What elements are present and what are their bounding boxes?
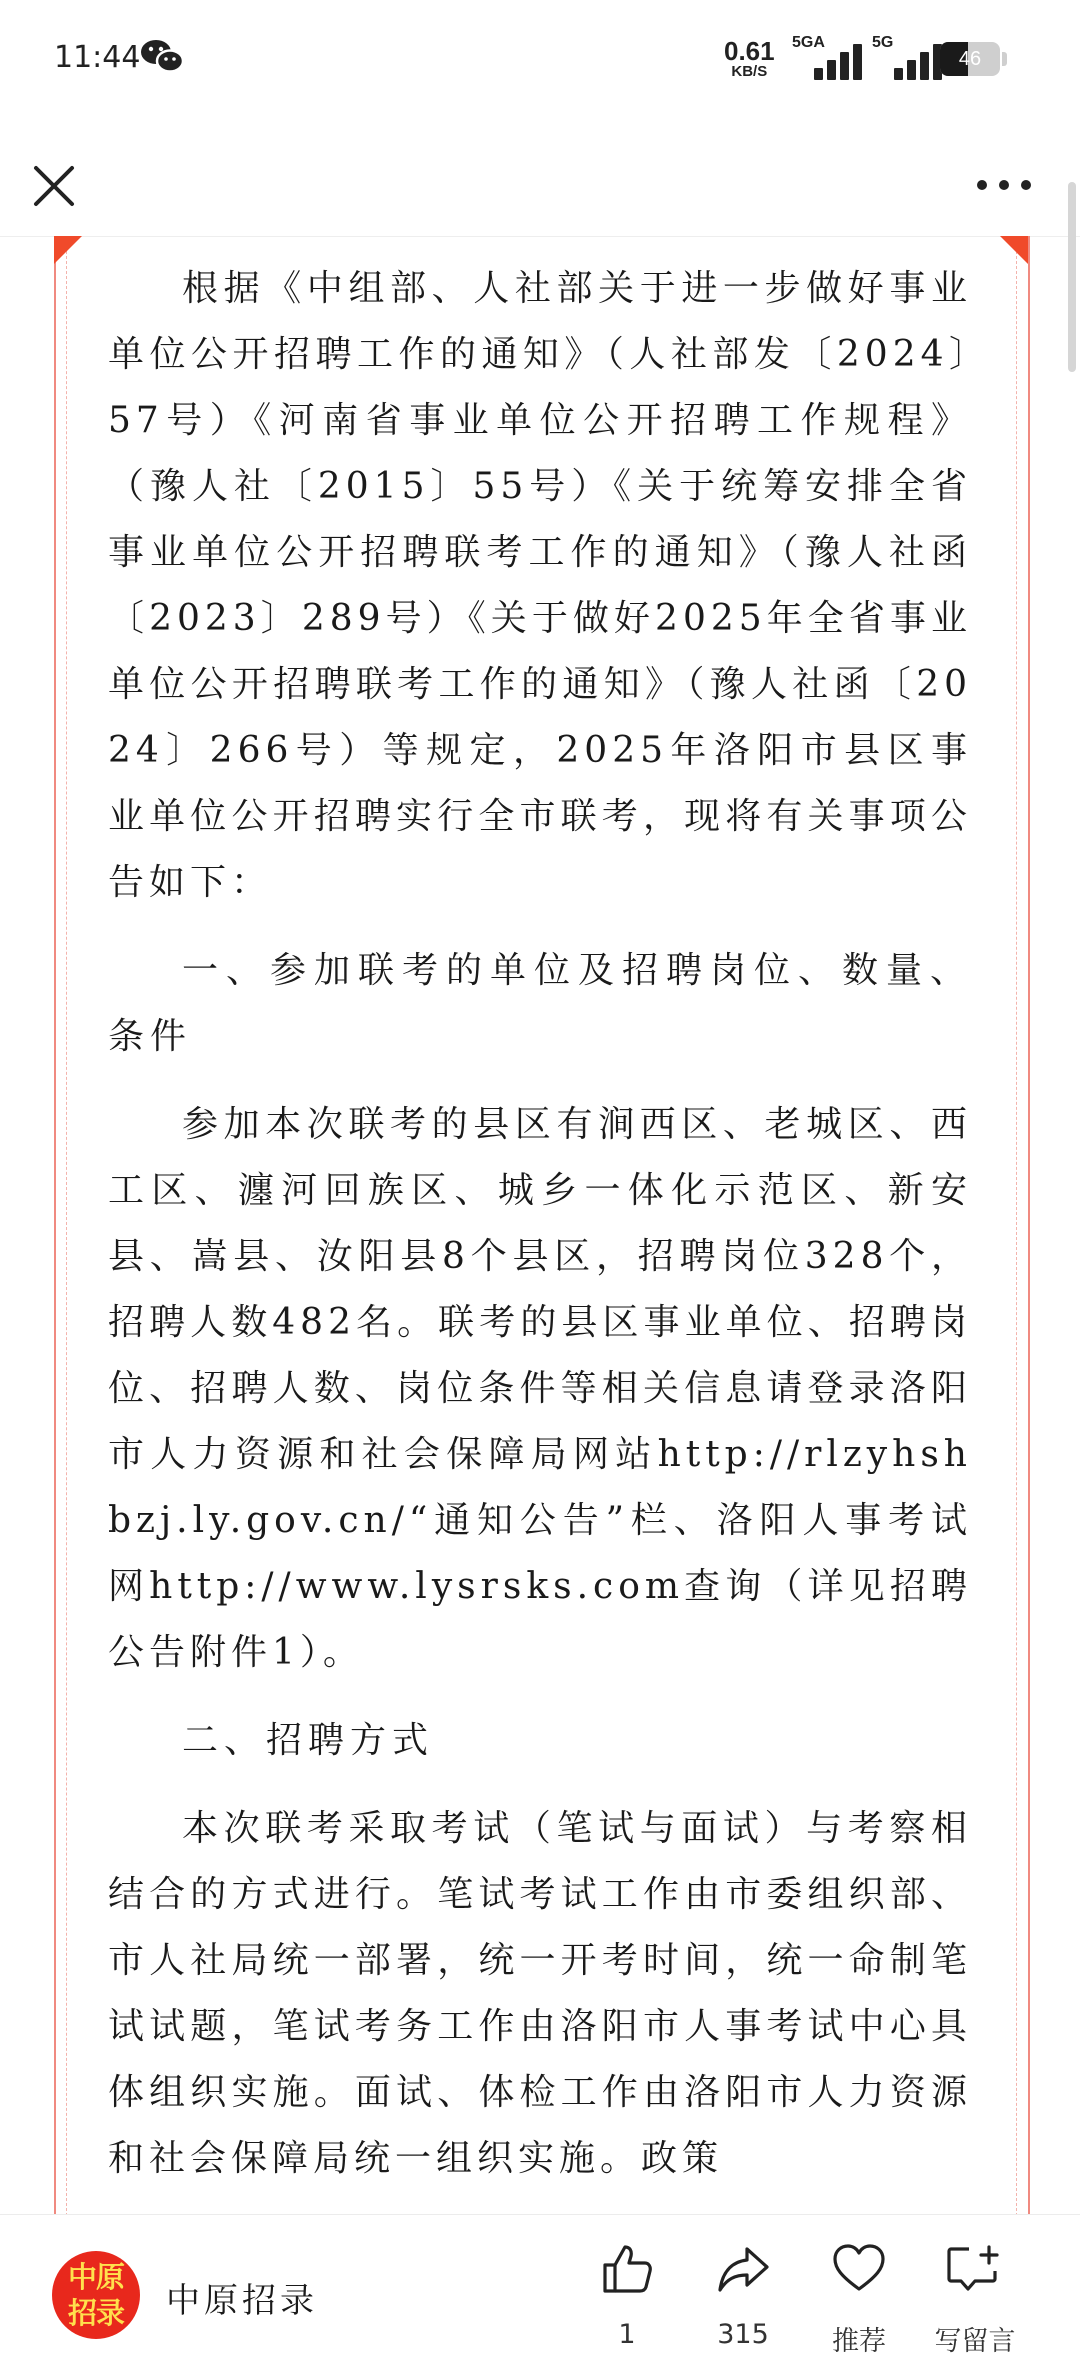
signal-5ga-label: 5GA bbox=[792, 34, 825, 51]
avatar-text-line1: 中原 bbox=[67, 2260, 124, 2294]
network-speed-value: 0.61 bbox=[724, 36, 775, 66]
signal-5g-label: 5G bbox=[872, 34, 894, 51]
battery-icon bbox=[940, 42, 1008, 76]
status-bar bbox=[0, 0, 1080, 120]
corner-decoration-left bbox=[54, 236, 82, 264]
wechat-icon bbox=[140, 36, 184, 76]
comment-button[interactable] bbox=[920, 2241, 1030, 2358]
share-count: 315 bbox=[717, 2319, 769, 2350]
article-paragraph-method: 本次联考采取考试（笔试与面试）与考察相结合的方式进行。笔试考试工作由市委组织部、市人社局统一部署，统一开考时间，统一命制笔试试题，笔试考务工作由洛阳市人事考试中心具体组织实施。面试、体检工作由洛阳市人力资源和社会保障局统一组织实施。政策 bbox=[108, 1808, 972, 2179]
bottom-action-bar bbox=[0, 2214, 1080, 2377]
top-nav-bar bbox=[0, 130, 1080, 237]
account-name[interactable]: 中原招录 bbox=[166, 2281, 318, 2321]
status-time: 11:44 bbox=[54, 40, 141, 75]
recommend-label: 推荐 bbox=[832, 2326, 886, 2357]
share-icon bbox=[715, 2241, 771, 2297]
article-paragraph-units: 参加本次联考的县区有涧西区、老城区、西工区、瀍河回族区、城乡一体化示范区、新安县、嵩县、汝阳县8个县区，招聘岗位328个，招聘人数482名。联考的县区事业单位、招聘岗位、招聘人数、岗位条件等相关信息请登录洛阳市人力资源和社会保障局网站http://rlzyhshbzj.ly.gov.cn/“通知公告”栏、洛阳人事考试网http://www.lysrsks.com查询（详见招聘公告附件1）。 bbox=[108, 1104, 972, 1673]
more-icon[interactable] bbox=[974, 170, 1034, 200]
network-speed bbox=[724, 38, 775, 79]
close-icon[interactable] bbox=[26, 158, 82, 214]
section-heading-1: 一、参加联考的单位及招聘岗位、数量、条件 bbox=[108, 950, 972, 1057]
comment-icon bbox=[945, 2241, 1005, 2297]
comment-label: 写留言 bbox=[934, 2326, 1016, 2357]
recommend-button[interactable] bbox=[804, 2241, 914, 2358]
share-button[interactable] bbox=[688, 2241, 798, 2350]
like-button[interactable] bbox=[572, 2241, 682, 2350]
article-body bbox=[108, 256, 972, 2220]
account-avatar[interactable] bbox=[52, 2251, 140, 2339]
avatar-text-line2: 招录 bbox=[67, 2296, 124, 2330]
like-count: 1 bbox=[618, 2319, 636, 2350]
thumbs-up-icon bbox=[599, 2241, 655, 2297]
section-heading-2: 二、招聘方式 bbox=[182, 1720, 435, 1761]
scrollbar-thumb[interactable] bbox=[1068, 182, 1076, 372]
article-paragraph-intro: 根据《中组部、人社部关于进一步做好事业单位公开招聘工作的通知》（人社部发〔2024〕57号）《河南省事业单位公开招聘工作规程》（豫人社〔2015〕55号）《关于统筹安排全省事业单位公开招聘联考工作的通知》（豫人社函〔2023〕289号）《关于做好2025年全省事业单位公开招聘联考工作的通知》（豫人社函〔2024〕266号）等规定，2025年洛阳市县区事业单位公开招聘实行全市联考，现将有关事项公告如下： bbox=[108, 268, 972, 903]
battery-level: 46 bbox=[958, 48, 982, 70]
heart-icon bbox=[831, 2241, 887, 2297]
corner-decoration-right bbox=[1000, 236, 1028, 264]
network-speed-unit: KB/S bbox=[731, 63, 768, 80]
